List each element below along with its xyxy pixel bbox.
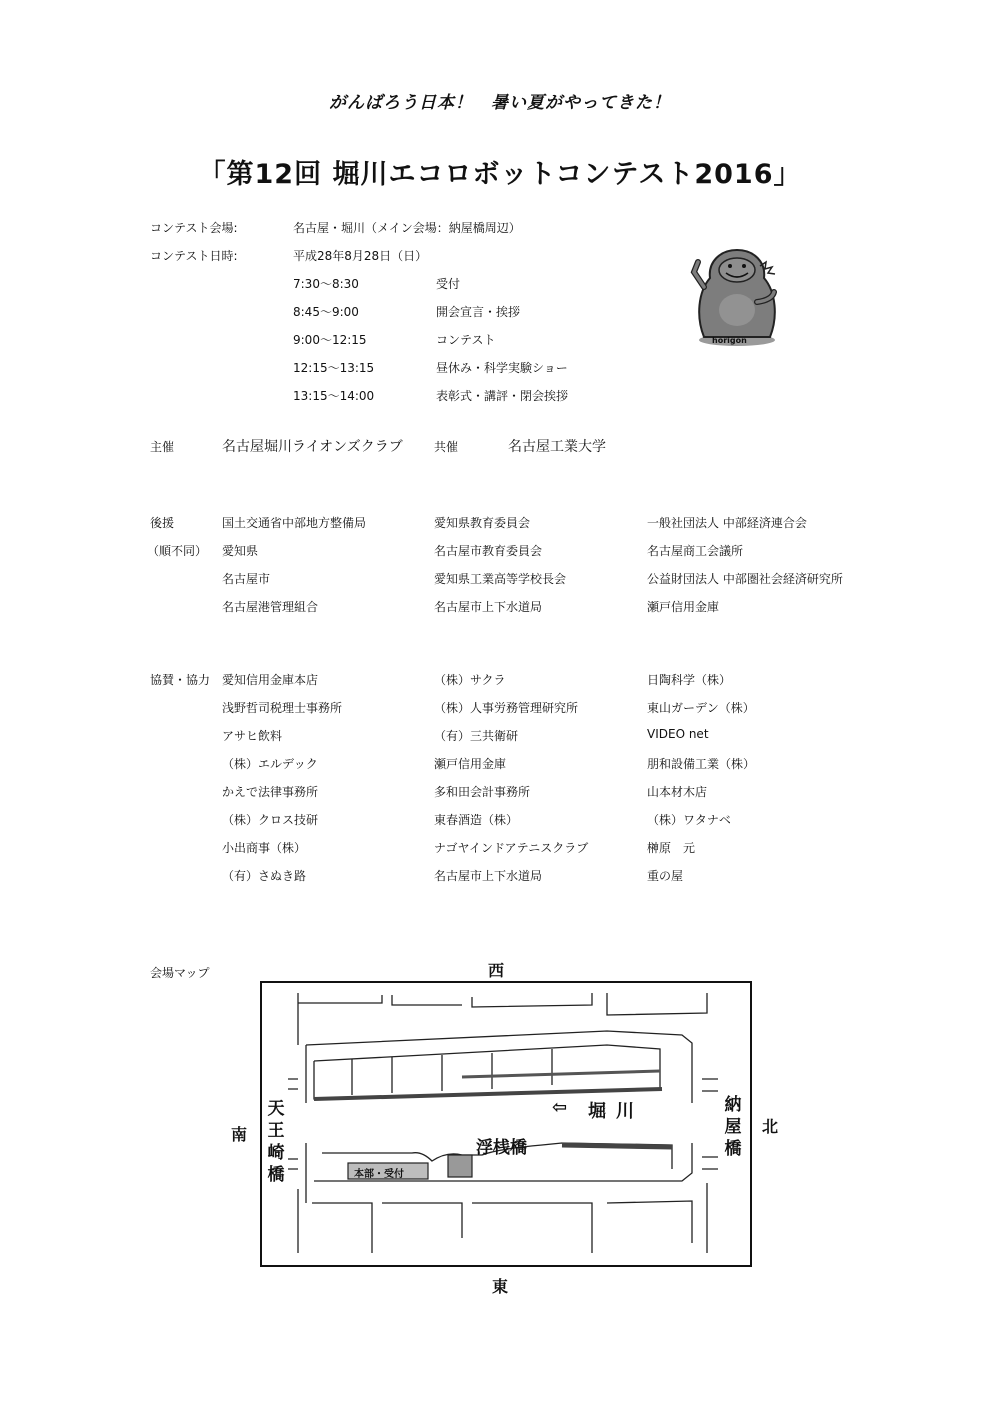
compass-east: 東: [492, 1277, 509, 1296]
list-item: （株）ワタナベ: [647, 813, 731, 827]
date-label: コンテスト日時:: [150, 249, 238, 263]
list-item: （有）さぬき路: [222, 869, 307, 883]
compass-north: 北: [762, 1117, 779, 1136]
schedule-time: 13:15～14:00: [293, 389, 375, 403]
list-item: （株）サクラ: [434, 673, 506, 687]
support-note: （順不同）: [147, 544, 208, 558]
compass-west: 西: [488, 961, 505, 980]
list-item: 愛知県: [222, 544, 259, 558]
page-title: 「第12回 堀川エコロボットコンテスト2016」: [198, 159, 802, 190]
cohost-label: 共催: [434, 440, 459, 454]
list-item: 朋和設備工業（株）: [647, 757, 756, 771]
venue-map: [260, 981, 752, 1267]
venue-label: コンテスト会場:: [150, 221, 238, 235]
list-item: 名古屋市上下水道局: [434, 869, 543, 883]
list-item: 瀬戸信用金庫: [647, 600, 720, 614]
list-item: 名古屋港管理組合: [222, 600, 319, 614]
schedule-time: 7:30～8:30: [293, 277, 359, 291]
list-item: 浅野哲司税理士事務所: [222, 701, 343, 715]
list-item: （有）三共衛研: [434, 729, 519, 743]
pier-label: 浮桟橋: [476, 1138, 527, 1158]
list-item: 重の屋: [647, 869, 684, 883]
date-value: 平成28年8月28日（日）: [293, 249, 428, 263]
list-item: 名古屋市上下水道局: [434, 600, 543, 614]
list-item: かえで法律事務所: [222, 785, 319, 799]
list-item: （株）人事労務管理研究所: [434, 701, 579, 715]
hq-label: 本部・受付: [354, 1169, 404, 1180]
support-label: 後援: [150, 516, 175, 530]
schedule-time: 8:45～9:00: [293, 305, 359, 319]
list-item: 瀬戸信用金庫: [434, 757, 507, 771]
list-item: 日陶科学（株）: [647, 673, 732, 687]
host-value: 名古屋堀川ライオンズクラブ: [222, 439, 403, 455]
list-item: 東山ガーデン（株）: [647, 701, 755, 715]
mascot-illustration: [682, 242, 792, 350]
schedule-item: 昼休み・科学実験ショー: [436, 361, 568, 375]
schedule-item: 開会宣言・挨拶: [436, 305, 521, 319]
list-item: 名古屋商工会議所: [647, 544, 744, 558]
host-label: 主催: [150, 440, 175, 454]
sponsors-label: 協賛・協力: [150, 673, 211, 687]
schedule-time: 9:00～12:15: [293, 333, 367, 347]
list-item: ナゴヤインドアテニスクラブ: [434, 841, 589, 855]
list-item: 愛知信用金庫本店: [222, 673, 319, 687]
list-item: （株）エルデック: [222, 757, 318, 771]
schedule-item: コンテスト: [436, 333, 496, 347]
list-item: （株）クロス技研: [222, 813, 319, 827]
list-item: アサヒ飲料: [222, 729, 283, 743]
schedule-time: 12:15～13:15: [293, 361, 375, 375]
slogan: がんばろう日本！ 暑い夏がやってきた！: [329, 93, 671, 113]
arrow-icon: ⇦: [552, 1097, 568, 1118]
list-item: 名古屋市教育委員会: [434, 544, 543, 558]
venue-value: 名古屋・堀川（メイン会場：納屋橋周辺）: [293, 221, 521, 235]
list-item: 榊原 元: [647, 841, 696, 855]
south-bridge-label: 天王崎橋: [267, 1099, 285, 1185]
list-item: 多和田会計事務所: [434, 785, 531, 799]
list-item: 山本材木店: [647, 785, 708, 799]
list-item: 愛知県工業高等学校長会: [434, 572, 567, 586]
north-bridge-label: 納屋橋: [724, 1095, 742, 1159]
compass-south: 南: [231, 1125, 248, 1144]
river-label: 堀川: [588, 1101, 644, 1122]
list-item: 愛知県教育委員会: [434, 516, 531, 530]
list-item: 公益財団法人 中部圏社会経済研究所: [647, 572, 843, 586]
mascot-name: horigon: [712, 336, 747, 345]
schedule-item: 受付: [436, 277, 461, 291]
list-item: 小出商事（株）: [222, 841, 307, 855]
list-item: 名古屋市: [222, 572, 271, 586]
list-item: 一般社団法人 中部経済連合会: [647, 516, 807, 530]
map-label: 会場マップ: [150, 966, 210, 980]
list-item: 東春酒造（株）: [434, 813, 519, 827]
schedule-item: 表彰式・講評・閉会挨拶: [436, 389, 569, 403]
cohost-value: 名古屋工業大学: [508, 439, 606, 455]
list-item: 国土交通省中部地方整備局: [222, 516, 367, 530]
list-item: VIDEO net: [647, 727, 709, 741]
